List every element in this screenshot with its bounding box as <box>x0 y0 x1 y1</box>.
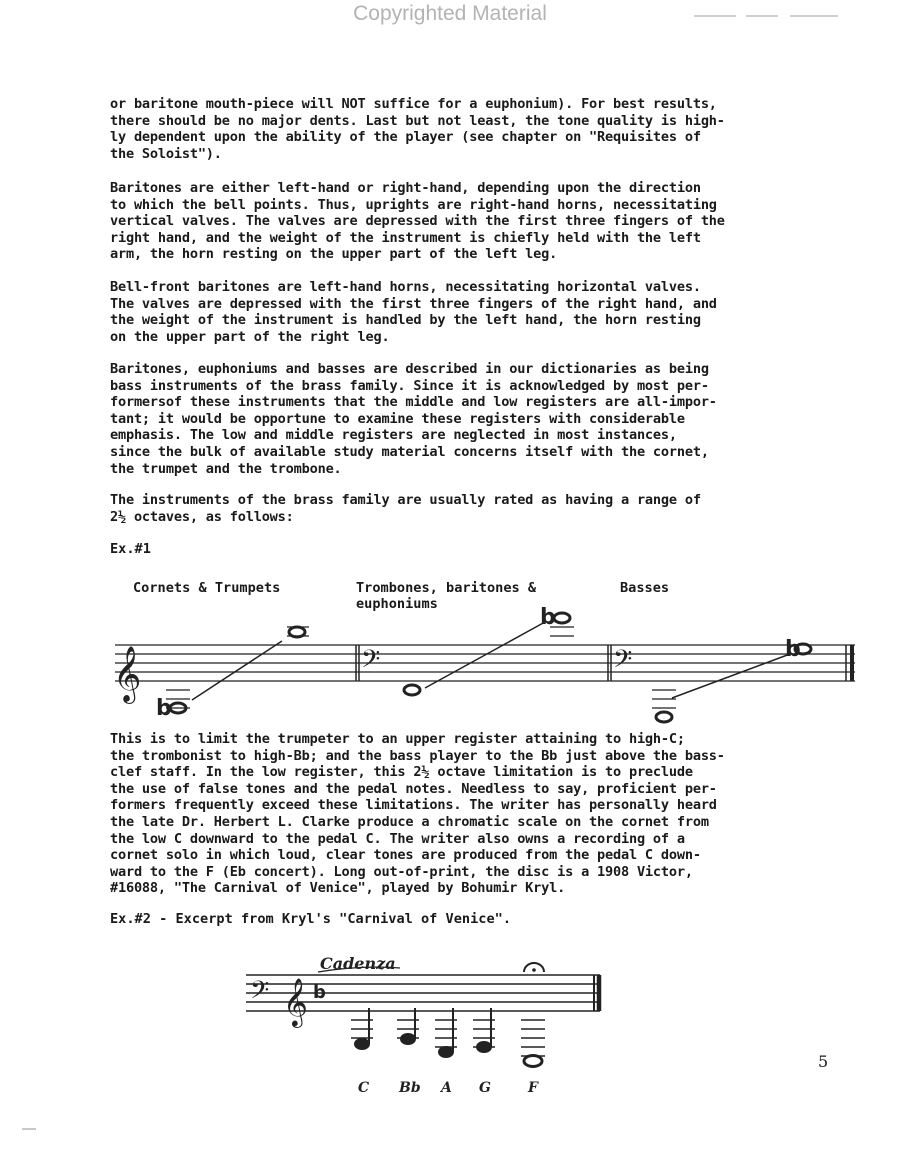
flat-icon: b <box>313 982 326 1003</box>
instrument-label-basses: Basses <box>620 580 670 596</box>
instrument-label-cornets: Cornets & Trumpets <box>133 580 281 596</box>
page-number: 5 <box>818 1052 829 1071</box>
treble-clef-icon: 𝄞 <box>283 977 308 1026</box>
paragraph-bell-front: Bell-front baritones are left-hand horns, necessitating horizontal valves. The valves are depressed with the first three fingers of the right hand, and the weight of the instrument is handled by the left hand, the horn resting on the upper part of the right leg. <box>110 279 717 345</box>
note-name: C <box>358 1080 370 1096</box>
note-head <box>401 1034 415 1044</box>
note-head <box>477 1042 491 1052</box>
note-name: A <box>441 1080 452 1096</box>
watermark: Copyrighted Material <box>353 2 547 25</box>
instrument-label-trombones: Trombones, baritones & euphoniums <box>356 580 537 612</box>
flat-icon: b <box>785 637 801 662</box>
paragraph-registers: Baritones, euphoniums and basses are described in our dictionaries as being bass instruments of the brass family. Since it is acknowledged by most per- formersof these instruments that the middle and low registers are all-impor- tant; it would be opportune to examine these registers with considerable emphasis. The low and middle registers are neglected in most instances, since the bulk of available study material concerns itself with the cornet, the trumpet and the trombone. <box>110 361 717 477</box>
treble-clef-icon: 𝄞 <box>113 646 142 702</box>
note-name: G <box>479 1080 491 1096</box>
note-name: F <box>528 1080 538 1096</box>
paragraph-baritone-hands: Baritones are either left-hand or right-hand, depending upon the direction to which the bell points. Thus, uprights are right-hand horns, necessitating vertical valves. The valves are depressed with the first three fingers of the right hand, and the weight of the instrument is chiefly held with the left arm, the horn resting on the upper part of the left leg. <box>110 180 725 263</box>
note-head <box>439 1047 453 1057</box>
paragraph-mouthpiece: or baritone mouth-piece will NOT suffice for a euphonium). For best results, there should be no major dents. Last but not least, the tone quality is high- ly dependent upon the ability of the player (see chapter on "Requisites of the Soloist"). <box>110 96 725 162</box>
example-1-label: Ex.#1 <box>110 541 151 557</box>
tempo-marking: Cadenza <box>320 954 396 973</box>
example-2-label: Ex.#2 - Excerpt from Kryl's "Carnival of Venice". <box>110 911 512 927</box>
bass-clef-icon: 𝄢 <box>613 645 633 680</box>
paragraph-limitations: This is to limit the trumpeter to an upper register attaining to high-C; the trombonist to high-Bb; and the bass player to the Bb just above the bass- clef staff. In the low register, this 2½ octave limitation is to preclude the use of false tones and the pedal notes. Needless to say, proficient per- formers frequently exceed these limitations. The writer has personally heard the late Dr. Herbert L. Clarke produce a chromatic scale on the cornet from the low C downward to the pedal C. The writer also owns a recording of a cornet solo in which loud, clear tones are produced from the pedal C down- ward to the F (Eb concert). Long out-of-print, the disc is a 1908 Victor, #16088, "The Carnival of Venice", played by Bohumir Kryl. <box>110 731 725 897</box>
scan-mark <box>22 1128 36 1130</box>
whole-note <box>524 1056 542 1067</box>
paragraph-range: The instruments of the brass family are usually rated as having a range of 2½ octaves, as follows: <box>110 492 701 525</box>
bass-clef-icon: 𝄢 <box>361 645 381 680</box>
note-name: Bb <box>399 1080 421 1096</box>
note-head <box>355 1039 369 1049</box>
flat-icon: b <box>540 605 556 630</box>
flat-icon: b <box>156 696 172 721</box>
bass-clef-icon: 𝄢 <box>250 976 270 1011</box>
